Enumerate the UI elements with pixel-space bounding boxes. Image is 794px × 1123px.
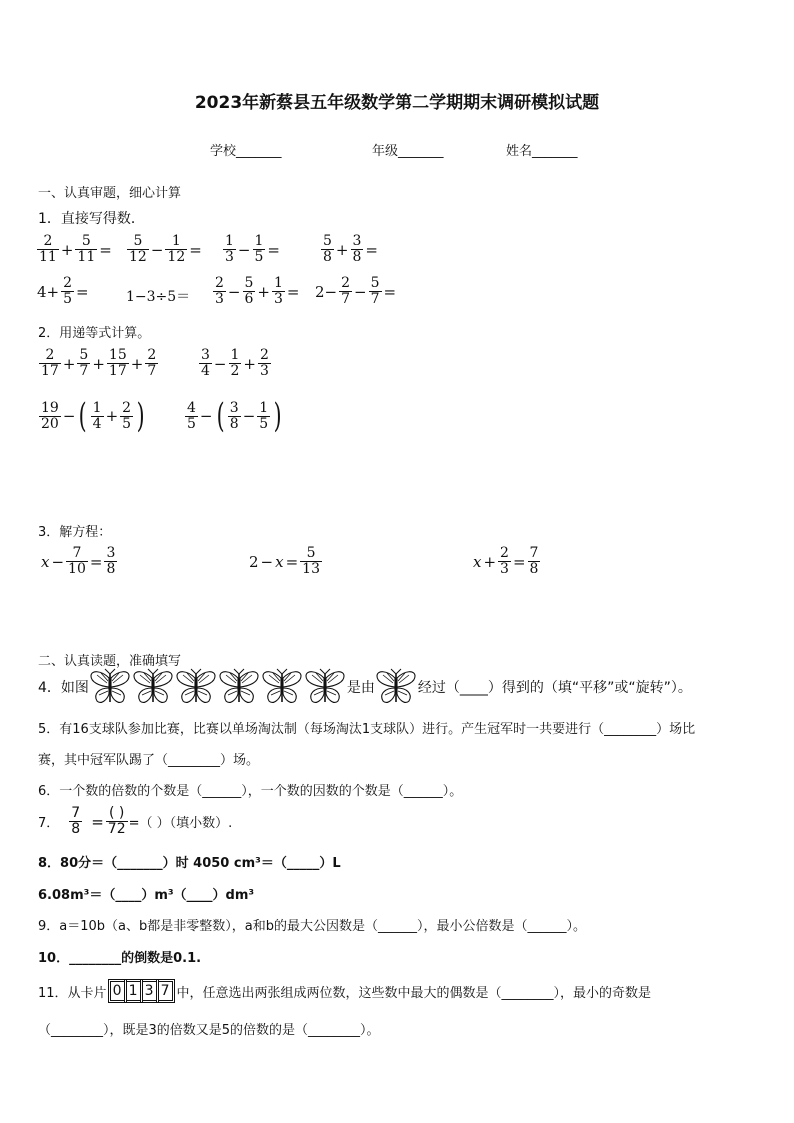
q2-expr-4: $\frac{4}{5}$ − ( $\frac{3}{8}$ − $\frac{1}{5}$ ) (187, 396, 282, 436)
card-0: 0 (110, 981, 125, 1001)
butterfly-icon (89, 668, 131, 706)
question-5-line-1: 5．有16支球队参加比赛，比赛以单场淘汰制（每场淘汰1支球队）进行。产生冠军时一共要进行（________）场比 (38, 722, 696, 737)
card-1: 1 (126, 981, 141, 1001)
question-11-line-1: 11．从卡片 0 1 3 7 中，任意选出两张组成两位数，这些数中最大的偶数是（________），最小的奇数是 (38, 983, 652, 1001)
butterfly-icon (218, 668, 260, 706)
butterfly-icon (304, 668, 346, 706)
q1-expr-4: $\frac{5}{8}$ + $\frac{3}{8}$ = (323, 233, 378, 265)
section-2-heading: 二、认真读题，准确填写 (38, 654, 182, 669)
question-11-line-2: （________），既是3的倍数又是5的倍数的是（________）。 (38, 1023, 380, 1038)
butterfly-icon (375, 668, 417, 706)
question-2-label: 2．用递等式计算。 (38, 326, 151, 341)
q1-expr-2: $\frac{5}{12}$ − $\frac{1}{12}$ = (129, 233, 202, 265)
question-4 (38, 668, 692, 706)
question-8-line-1: 8．80分＝（_______）时 4050 cm³＝（_____）L (38, 856, 341, 871)
card-7: 7 (158, 981, 173, 1001)
school-field: 学校_______ (210, 144, 282, 159)
q1-expr-3: $\frac{1}{3}$ − $\frac{1}{5}$ = (225, 233, 280, 265)
question-7: 7． $\frac{7}{8}$ = $\frac{( )}{72}$ =（ ）（填小数）. (38, 805, 233, 837)
name-field: 姓名_______ (506, 144, 578, 159)
q4-prefix: 4．如图 (38, 680, 89, 696)
question-8-line-2: 6.08m³＝（____）m³（____）dm³ (38, 888, 255, 903)
section-1-heading: 一、认真审题，细心计算 (38, 186, 182, 201)
question-5-line-2: 赛，其中冠军队踢了（________）场。 (38, 753, 260, 768)
question-10: 10．________的倒数是0.1. (38, 951, 202, 966)
question-3-label: 3．解方程： (38, 525, 112, 540)
butterfly-icon (261, 668, 303, 706)
q2-expr-1: $\frac{2}{17}$ + $\frac{5}{7}$ + $\frac{15}{17}$ + $\frac{2}{7}$ (41, 347, 157, 379)
q1-expr-6: 1−3÷5＝ (126, 289, 191, 305)
q4-suffix: 经过（____）得到的（填“平移”或“旋转”）。 (417, 680, 692, 696)
q1-expr-5: 4+ $\frac{2}{5}$ = (37, 275, 89, 307)
q3-equation-3: x + $\frac{2}{3}$ = $\frac{7}{8}$ (473, 545, 539, 577)
q2-expr-3: $\frac{19}{20}$ − ( $\frac{1}{4}$ + $\frac{2}{5}$ ) (41, 396, 145, 436)
question-9: 9．a＝10b（a、b都是非零整数），a和b的最大公因数是（______），最小公倍数是（______）。 (38, 919, 586, 934)
question-6: 6．一个数的倍数的个数是（______），一个数的因数的个数是（______）。 (38, 784, 463, 799)
butterfly-icon (175, 668, 217, 706)
q2-expr-2: $\frac{3}{4}$ − $\frac{1}{2}$ + $\frac{2}{3}$ (201, 347, 269, 379)
card-3: 3 (142, 981, 157, 1001)
grade-field: 年级_______ (372, 144, 444, 159)
butterfly-icon (132, 668, 174, 706)
q1-expr-7: $\frac{2}{3}$ − $\frac{5}{6}$ + $\frac{1}{3}$ = (215, 275, 300, 307)
page-title: 2023年新蔡县五年级数学第二学期期末调研模拟试题 (194, 93, 600, 113)
q1-expr-1: $\frac{2}{11}$ + $\frac{5}{11}$ = (39, 233, 112, 265)
question-1-label: 1．直接写得数． (38, 211, 145, 227)
q4-mid: 是由 (346, 680, 375, 696)
q3-equation-2: 2 − x = $\frac{5}{13}$ (249, 545, 320, 577)
q1-expr-8: 2− $\frac{2}{7}$ − $\frac{5}{7}$ = (315, 275, 397, 307)
q3-equation-1: x − $\frac{7}{10}$ = $\frac{3}{8}$ (41, 545, 116, 577)
